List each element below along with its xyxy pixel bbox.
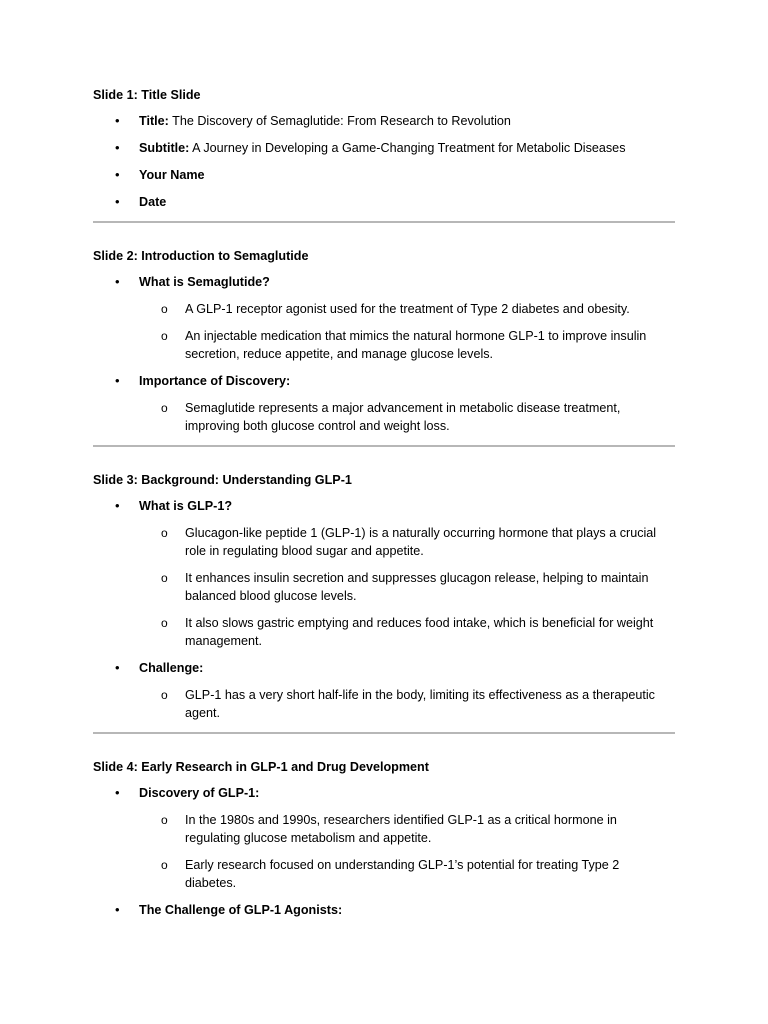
slide-3-heading: Slide 3: Background: Understanding GLP-1 [93, 473, 352, 487]
your-name: Your Name [139, 168, 205, 182]
sub-bullet-icon: o [161, 526, 168, 540]
bullet-icon: • [115, 113, 120, 128]
bullet-icon: • [115, 194, 120, 209]
sub-bullet-icon: o [161, 571, 168, 585]
sub-list-item [93, 327, 675, 363]
sub-list-item [93, 300, 675, 318]
sub-list-item [93, 686, 675, 722]
sub-list-text: GLP-1 has a very short half-life in the body, limiting its effectiveness as a therapeutic agent. [185, 688, 655, 720]
slide-1-section [93, 86, 675, 211]
sub-list-text: In the 1980s and 1990s, researchers identified GLP-1 as a critical hormone in regulating glucose metabolism and appetite. [185, 813, 617, 845]
document-page [93, 86, 675, 928]
list-item [93, 372, 675, 390]
date: Date [139, 195, 167, 209]
sub-list-item [93, 614, 675, 650]
list-item-label: Discovery of GLP-1: [139, 786, 260, 800]
sub-bullet-icon: o [161, 813, 168, 827]
list-item-label: What is GLP-1? [139, 499, 233, 513]
subtitle-label: Subtitle: [139, 141, 190, 155]
title-text: The Discovery of Semaglutide: From Research to Revolution [168, 114, 511, 128]
sub-list-item [93, 569, 675, 605]
slide-4-heading: Slide 4: Early Research in GLP-1 and Drug Development [93, 760, 429, 774]
sub-bullet-icon: o [161, 616, 168, 630]
list-item [93, 497, 675, 515]
section-divider [93, 732, 675, 734]
slide-4-section [93, 758, 675, 919]
subtitle-text: A Journey in Developing a Game-Changing Treatment for Metabolic Diseases [189, 141, 626, 155]
list-item-label: Importance of Discovery: [139, 374, 291, 388]
slide-2-section [93, 247, 675, 435]
bullet-icon: • [115, 498, 120, 513]
list-item [93, 139, 675, 157]
section-divider [93, 221, 675, 223]
sub-bullet-icon: o [161, 329, 168, 343]
list-item-label: The Challenge of GLP-1 Agonists: [139, 903, 343, 917]
sub-list-text: Semaglutide represents a major advancement in metabolic disease treatment, improving both glucose control and weight loss. [185, 401, 621, 433]
list-item [93, 273, 675, 291]
sub-list-text: It enhances insulin secretion and suppresses glucagon release, helping to maintain balanced blood glucose levels. [185, 571, 649, 603]
sub-bullet-icon: o [161, 688, 168, 702]
section-divider [93, 445, 675, 447]
bullet-icon: • [115, 167, 120, 182]
sub-list-item [93, 399, 675, 435]
sub-bullet-icon: o [161, 858, 168, 872]
sub-list-text: Early research focused on understanding GLP-1’s potential for treating Type 2 diabetes. [185, 858, 620, 890]
sub-list-item [93, 811, 675, 847]
bullet-icon: • [115, 902, 120, 917]
title-label: Title: [139, 114, 169, 128]
list-item [93, 193, 675, 211]
sub-list-text: It also slows gastric emptying and reduces food intake, which is beneficial for weight management. [185, 616, 654, 648]
sub-list-text: A GLP-1 receptor agonist used for the treatment of Type 2 diabetes and obesity. [185, 302, 630, 316]
sub-list-item [93, 856, 675, 892]
sub-list-item [93, 524, 675, 560]
slide-2-heading: Slide 2: Introduction to Semaglutide [93, 249, 309, 263]
sub-bullet-icon: o [161, 401, 168, 415]
slide-1-heading: Slide 1: Title Slide [93, 88, 201, 102]
sub-list-text: Glucagon-like peptide 1 (GLP-1) is a naturally occurring hormone that plays a crucial role in regulating blood sugar and appetite. [185, 526, 657, 558]
list-item [93, 784, 675, 802]
list-item [93, 659, 675, 677]
list-item-label: Challenge: [139, 661, 204, 675]
sub-bullet-icon: o [161, 302, 168, 316]
list-item [93, 901, 675, 919]
slide-3-section [93, 471, 675, 722]
list-item-label: What is Semaglutide? [139, 275, 270, 289]
bullet-icon: • [115, 274, 120, 289]
bullet-icon: • [115, 660, 120, 675]
bullet-icon: • [115, 373, 120, 388]
sub-list-text: An injectable medication that mimics the natural hormone GLP-1 to improve insulin secretion, reduce appetite, and manage glucose levels. [185, 329, 647, 361]
bullet-icon: • [115, 785, 120, 800]
bullet-icon: • [115, 140, 120, 155]
list-item [93, 166, 675, 184]
list-item [93, 112, 675, 130]
